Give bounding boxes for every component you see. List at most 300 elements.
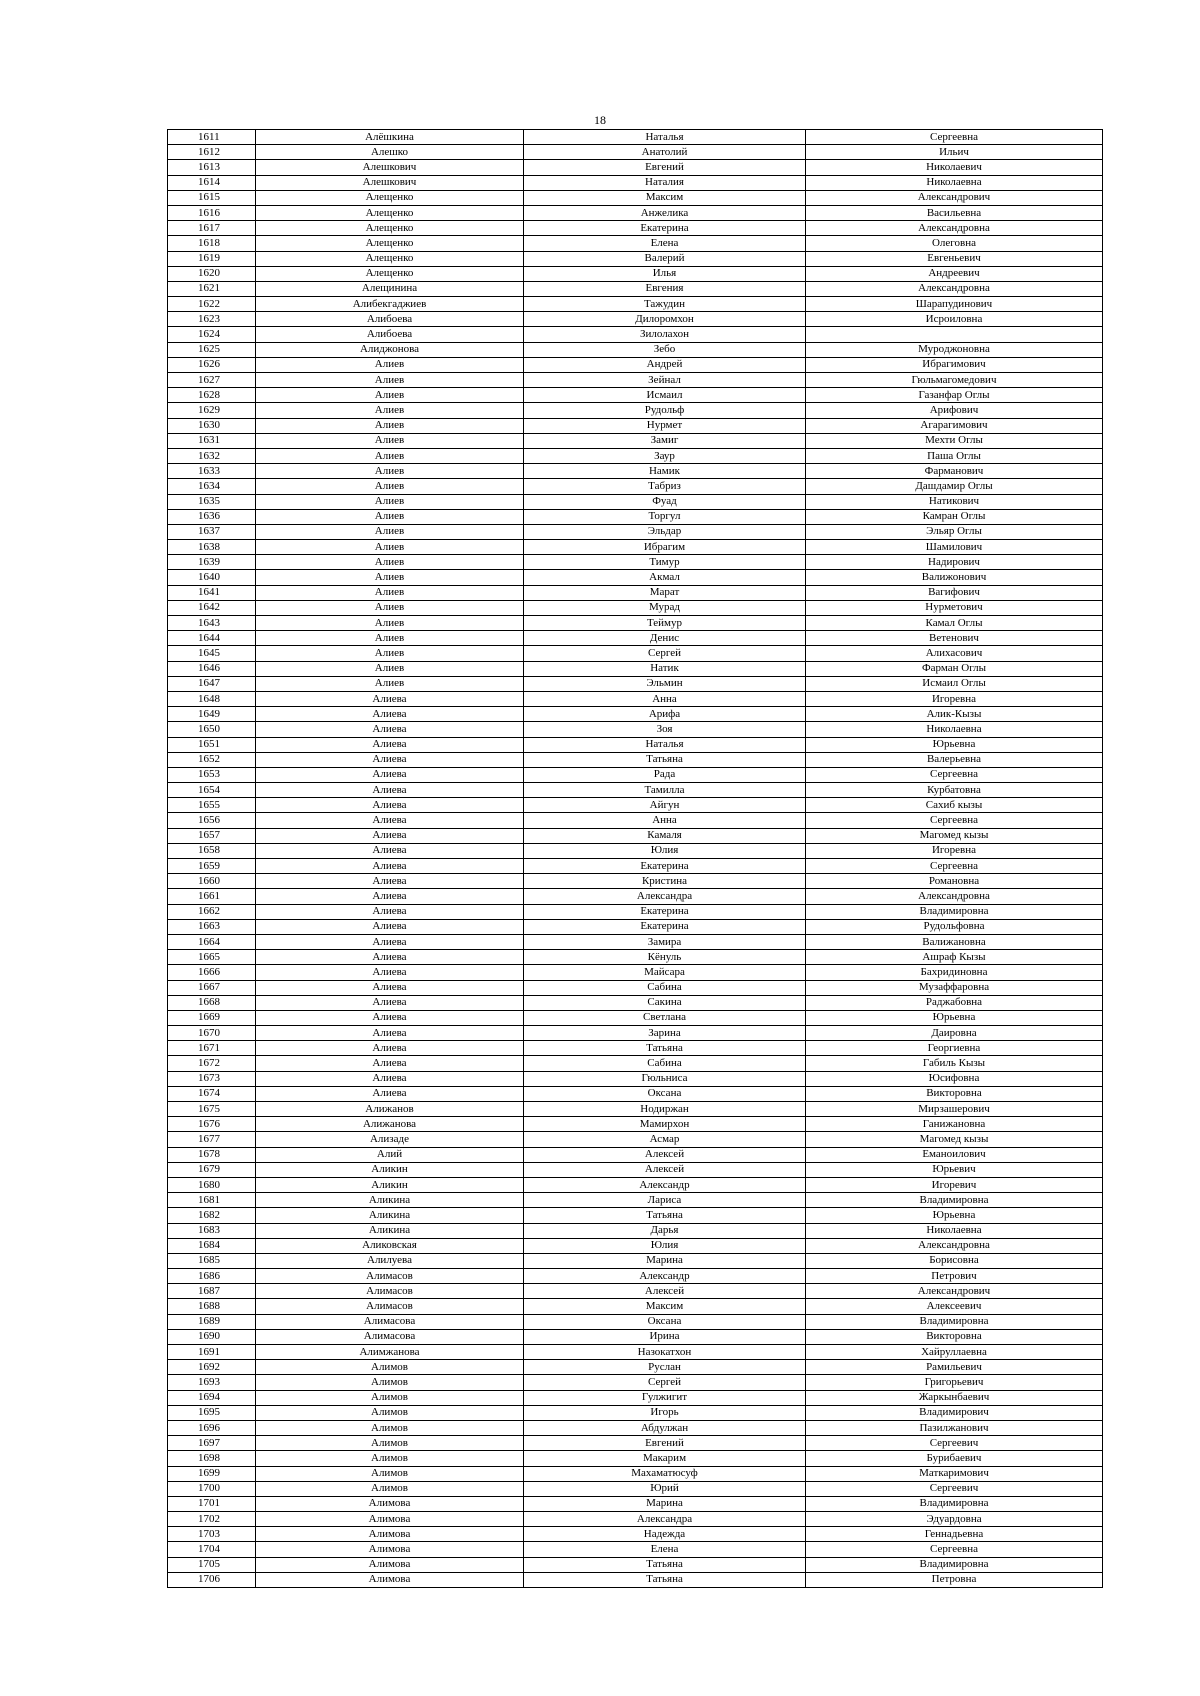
first-name-cell: Юлия [524,1238,806,1253]
patronymic-cell: Андреевич [806,266,1103,281]
row-number-cell: 1694 [168,1390,256,1405]
table-row [168,1071,1103,1086]
row-number-cell: 1685 [168,1253,256,1268]
first-name-cell: Тамилла [524,783,806,798]
table-row [168,904,1103,919]
row-number-cell: 1641 [168,585,256,600]
table-row [168,1284,1103,1299]
row-number-cell: 1640 [168,570,256,585]
row-number-cell: 1630 [168,418,256,433]
table-row [168,448,1103,463]
first-name-cell: Зарина [524,1026,806,1041]
patronymic-cell: Владимировна [806,1314,1103,1329]
table-row [168,357,1103,372]
first-name-cell: Александра [524,1512,806,1527]
first-name-cell: Сергей [524,1375,806,1390]
surname-cell: Алимов [256,1481,524,1496]
surname-cell: Алимов [256,1420,524,1435]
first-name-cell: Мамирхон [524,1117,806,1132]
patronymic-cell: Мирзашерович [806,1102,1103,1117]
surname-cell: Алиева [256,1086,524,1101]
first-name-cell: Андрей [524,357,806,372]
patronymic-cell: Фарманович [806,464,1103,479]
first-name-cell: Илья [524,266,806,281]
first-name-cell: Лариса [524,1193,806,1208]
row-number-cell: 1699 [168,1466,256,1481]
surname-cell: Алиев [256,585,524,600]
surname-cell: Алиев [256,388,524,403]
table-row [168,175,1103,190]
table-row [168,1041,1103,1056]
table-row [168,691,1103,706]
roster-body [168,130,1103,1588]
patronymic-cell: Николаевна [806,175,1103,190]
row-number-cell: 1631 [168,433,256,448]
surname-cell: Алимасов [256,1284,524,1299]
surname-cell: Алиев [256,631,524,646]
first-name-cell: Анна [524,691,806,706]
patronymic-cell: Игоревич [806,1177,1103,1192]
patronymic-cell: Валижановна [806,934,1103,949]
patronymic-cell: Гюльмагомедович [806,373,1103,388]
surname-cell: Алимасов [256,1269,524,1284]
first-name-cell: Сергей [524,646,806,661]
surname-cell: Алещинина [256,281,524,296]
first-name-cell: Рудольф [524,403,806,418]
patronymic-cell: Ильич [806,145,1103,160]
patronymic-cell: Жаркынбаевич [806,1390,1103,1405]
row-number-cell: 1678 [168,1147,256,1162]
row-number-cell: 1648 [168,691,256,706]
patronymic-cell: Владимировна [806,1496,1103,1511]
patronymic-cell: Геннадьевна [806,1527,1103,1542]
row-number-cell: 1635 [168,494,256,509]
first-name-cell: Наталия [524,175,806,190]
table-row [168,783,1103,798]
row-number-cell: 1690 [168,1329,256,1344]
table-row [168,1314,1103,1329]
first-name-cell: Юрий [524,1481,806,1496]
first-name-cell: Марат [524,585,806,600]
patronymic-cell: Владимировна [806,1557,1103,1572]
row-number-cell: 1647 [168,676,256,691]
patronymic-cell: Сергеевна [806,859,1103,874]
row-number-cell: 1620 [168,266,256,281]
table-row [168,281,1103,296]
row-number-cell: 1681 [168,1193,256,1208]
surname-cell: Алимова [256,1572,524,1587]
patronymic-cell: Юрьевна [806,737,1103,752]
row-number-cell: 1632 [168,448,256,463]
row-number-cell: 1623 [168,312,256,327]
patronymic-cell: Магомед кызы [806,1132,1103,1147]
patronymic-cell: Сергеевна [806,1542,1103,1557]
first-name-cell: Евгений [524,1436,806,1451]
surname-cell: Алижанова [256,1117,524,1132]
first-name-cell: Махаматюсуф [524,1466,806,1481]
table-row [168,859,1103,874]
row-number-cell: 1651 [168,737,256,752]
patronymic-cell: Олеговна [806,236,1103,251]
table-row [168,600,1103,615]
row-number-cell: 1701 [168,1496,256,1511]
table-row [168,1481,1103,1496]
patronymic-cell: Ибрагимович [806,357,1103,372]
table-row [168,828,1103,843]
surname-cell: Алиева [256,1056,524,1071]
surname-cell: Алимасова [256,1329,524,1344]
row-number-cell: 1692 [168,1360,256,1375]
row-number-cell: 1619 [168,251,256,266]
roster-table [167,129,1103,1588]
first-name-cell: Анжелика [524,205,806,220]
table-row [168,950,1103,965]
row-number-cell: 1700 [168,1481,256,1496]
patronymic-cell: Рамильевич [806,1360,1103,1375]
patronymic-cell: Сергеевна [806,130,1103,145]
patronymic-cell: Сергеевна [806,813,1103,828]
first-name-cell: Гюльниса [524,1071,806,1086]
row-number-cell: 1698 [168,1451,256,1466]
patronymic-cell: Эдуардовна [806,1512,1103,1527]
patronymic-cell: Юсифовна [806,1071,1103,1086]
row-number-cell: 1674 [168,1086,256,1101]
surname-cell: Алиев [256,540,524,555]
row-number-cell: 1669 [168,1010,256,1025]
patronymic-cell: Алихасович [806,646,1103,661]
surname-cell: Алиев [256,524,524,539]
table-row [168,1269,1103,1284]
surname-cell: Алещенко [256,221,524,236]
first-name-cell: Эльмин [524,676,806,691]
surname-cell: Алещенко [256,190,524,205]
patronymic-cell: Алик-Кызы [806,707,1103,722]
surname-cell: Аликина [256,1223,524,1238]
surname-cell: Алиева [256,950,524,965]
patronymic-cell: Юрьевич [806,1162,1103,1177]
row-number-cell: 1677 [168,1132,256,1147]
table-row [168,1527,1103,1542]
surname-cell: Алиева [256,919,524,934]
first-name-cell: Максим [524,1299,806,1314]
row-number-cell: 1659 [168,859,256,874]
table-row [168,1132,1103,1147]
surname-cell: Алиева [256,889,524,904]
table-row [168,631,1103,646]
row-number-cell: 1639 [168,555,256,570]
surname-cell: Алиджонова [256,342,524,357]
row-number-cell: 1671 [168,1041,256,1056]
table-row [168,1420,1103,1435]
patronymic-cell: Владимировна [806,1193,1103,1208]
table-row [168,1360,1103,1375]
surname-cell: Алижанов [256,1102,524,1117]
first-name-cell: Юлия [524,843,806,858]
row-number-cell: 1665 [168,950,256,965]
row-number-cell: 1624 [168,327,256,342]
first-name-cell: Татьяна [524,1041,806,1056]
first-name-cell: Зилолахон [524,327,806,342]
first-name-cell: Ибрагим [524,540,806,555]
surname-cell: Алиев [256,448,524,463]
surname-cell: Аликина [256,1193,524,1208]
first-name-cell: Наталья [524,737,806,752]
first-name-cell: Нурмет [524,418,806,433]
first-name-cell: Теймур [524,616,806,631]
table-row [168,236,1103,251]
row-number-cell: 1675 [168,1102,256,1117]
table-row [168,1390,1103,1405]
patronymic-cell: Агарагимович [806,418,1103,433]
row-number-cell: 1649 [168,707,256,722]
table-row [168,1542,1103,1557]
patronymic-cell: Мурoджоновна [806,342,1103,357]
row-number-cell: 1673 [168,1071,256,1086]
patronymic-cell: Ганижановна [806,1117,1103,1132]
surname-cell: Алещенко [256,236,524,251]
patronymic-cell: Петровна [806,1572,1103,1587]
first-name-cell: Гулжигит [524,1390,806,1405]
table-row [168,297,1103,312]
table-row [168,661,1103,676]
row-number-cell: 1652 [168,752,256,767]
surname-cell: Алиев [256,479,524,494]
surname-cell: Алий [256,1147,524,1162]
table-row [168,722,1103,737]
table-row [168,1102,1103,1117]
surname-cell: Алиев [256,433,524,448]
patronymic-cell: Бахридиновна [806,965,1103,980]
surname-cell: Алиев [256,464,524,479]
surname-cell: Алимова [256,1496,524,1511]
patronymic-cell: Пазилжанович [806,1420,1103,1435]
surname-cell: Алиев [256,494,524,509]
table-row [168,1238,1103,1253]
patronymic-cell: Камран Оглы [806,509,1103,524]
patronymic-cell: Александровна [806,221,1103,236]
first-name-cell: Зейнал [524,373,806,388]
table-row [168,388,1103,403]
patronymic-cell: Александровна [806,281,1103,296]
row-number-cell: 1656 [168,813,256,828]
row-number-cell: 1658 [168,843,256,858]
surname-cell: Алиева [256,980,524,995]
first-name-cell: Екатерина [524,904,806,919]
surname-cell: Алибоева [256,327,524,342]
patronymic-cell: Николаевич [806,160,1103,175]
first-name-cell: Дилоромхон [524,312,806,327]
surname-cell: Алещенко [256,266,524,281]
table-row [168,540,1103,555]
first-name-cell: Кристина [524,874,806,889]
table-row [168,327,1103,342]
table-row [168,266,1103,281]
surname-cell: Алиева [256,767,524,782]
row-number-cell: 1621 [168,281,256,296]
first-name-cell: Сабина [524,1056,806,1071]
row-number-cell: 1626 [168,357,256,372]
first-name-cell: Заур [524,448,806,463]
patronymic-cell: Игоревна [806,843,1103,858]
row-number-cell: 1670 [168,1026,256,1041]
row-number-cell: 1668 [168,995,256,1010]
patronymic-cell: Натикович [806,494,1103,509]
table-row [168,1056,1103,1071]
table-row [168,1496,1103,1511]
first-name-cell: Зоя [524,722,806,737]
row-number-cell: 1688 [168,1299,256,1314]
first-name-cell: Елена [524,1542,806,1557]
first-name-cell: Табриз [524,479,806,494]
surname-cell: Алиева [256,874,524,889]
patronymic-cell: Нурметович [806,600,1103,615]
table-row [168,251,1103,266]
first-name-cell: Исмаил [524,388,806,403]
table-row [168,130,1103,145]
patronymic-cell: Паша Оглы [806,448,1103,463]
first-name-cell: Оксана [524,1086,806,1101]
first-name-cell: Сабина [524,980,806,995]
table-row [168,676,1103,691]
row-number-cell: 1666 [168,965,256,980]
surname-cell: Алиев [256,616,524,631]
row-number-cell: 1691 [168,1345,256,1360]
row-number-cell: 1615 [168,190,256,205]
patronymic-cell: Георгиевна [806,1041,1103,1056]
surname-cell: Алиева [256,722,524,737]
table-row [168,342,1103,357]
first-name-cell: Максим [524,190,806,205]
patronymic-cell: Рудольфовна [806,919,1103,934]
row-number-cell: 1655 [168,798,256,813]
surname-cell: Алиев [256,555,524,570]
patronymic-cell: Раджабовна [806,995,1103,1010]
surname-cell: Алимова [256,1512,524,1527]
patronymic-cell: Ветенович [806,631,1103,646]
patronymic-cell: Вагифович [806,585,1103,600]
table-row [168,418,1103,433]
row-number-cell: 1645 [168,646,256,661]
table-row [168,1162,1103,1177]
row-number-cell: 1638 [168,540,256,555]
first-name-cell: Надежда [524,1527,806,1542]
first-name-cell: Тимур [524,555,806,570]
table-row [168,1223,1103,1238]
patronymic-cell: Сергеевич [806,1481,1103,1496]
first-name-cell: Алексей [524,1284,806,1299]
row-number-cell: 1704 [168,1542,256,1557]
table-row [168,494,1103,509]
patronymic-cell: Музаффаровна [806,980,1103,995]
first-name-cell: Екатерина [524,859,806,874]
first-name-cell: Валерий [524,251,806,266]
row-number-cell: 1662 [168,904,256,919]
surname-cell: Алиев [256,676,524,691]
first-name-cell: Александр [524,1269,806,1284]
first-name-cell: Кёнуль [524,950,806,965]
first-name-cell: Екатерина [524,221,806,236]
table-row [168,1208,1103,1223]
row-number-cell: 1686 [168,1269,256,1284]
surname-cell: Алиева [256,707,524,722]
row-number-cell: 1683 [168,1223,256,1238]
patronymic-cell: Владимировна [806,904,1103,919]
row-number-cell: 1646 [168,661,256,676]
row-number-cell: 1661 [168,889,256,904]
row-number-cell: 1629 [168,403,256,418]
row-number-cell: 1657 [168,828,256,843]
surname-cell: Алиева [256,859,524,874]
first-name-cell: Анна [524,813,806,828]
patronymic-cell: Исмаил Оглы [806,676,1103,691]
patronymic-cell: Николаевна [806,722,1103,737]
patronymic-cell: Юрьевна [806,1010,1103,1025]
patronymic-cell: Маткаримович [806,1466,1103,1481]
surname-cell: Алиева [256,752,524,767]
patronymic-cell: Эльяр Оглы [806,524,1103,539]
surname-cell: Алиева [256,1010,524,1025]
table-row [168,616,1103,631]
first-name-cell: Татьяна [524,1572,806,1587]
table-row [168,1253,1103,1268]
row-number-cell: 1706 [168,1572,256,1587]
surname-cell: Алиева [256,813,524,828]
surname-cell: Алиева [256,1071,524,1086]
patronymic-cell: Петрович [806,1269,1103,1284]
row-number-cell: 1650 [168,722,256,737]
table-row [168,145,1103,160]
first-name-cell: Тажудин [524,297,806,312]
row-number-cell: 1696 [168,1420,256,1435]
patronymic-cell: Бурибаевич [806,1451,1103,1466]
table-row [168,464,1103,479]
row-number-cell: 1633 [168,464,256,479]
row-number-cell: 1627 [168,373,256,388]
table-row [168,1026,1103,1041]
surname-cell: Алиева [256,691,524,706]
table-row [168,373,1103,388]
surname-cell: Алиева [256,737,524,752]
first-name-cell: Татьяна [524,1557,806,1572]
patronymic-cell: Хайруллаевна [806,1345,1103,1360]
first-name-cell: Дарья [524,1223,806,1238]
table-row [168,1512,1103,1527]
row-number-cell: 1689 [168,1314,256,1329]
table-row [168,1193,1103,1208]
surname-cell: Алимов [256,1360,524,1375]
row-number-cell: 1702 [168,1512,256,1527]
patronymic-cell: Викторовна [806,1329,1103,1344]
table-row [168,1436,1103,1451]
table-row [168,813,1103,828]
first-name-cell: Зебо [524,342,806,357]
patronymic-cell: Романовна [806,874,1103,889]
surname-cell: Алибекгаджиев [256,297,524,312]
first-name-cell: Александр [524,1177,806,1192]
surname-cell: Аликин [256,1177,524,1192]
first-name-cell: Алексей [524,1162,806,1177]
table-row [168,479,1103,494]
patronymic-cell: Викторовна [806,1086,1103,1101]
table-row [168,1572,1103,1587]
surname-cell: Алимов [256,1405,524,1420]
row-number-cell: 1613 [168,160,256,175]
surname-cell: Алешкович [256,160,524,175]
first-name-cell: Айгун [524,798,806,813]
first-name-cell: Асмар [524,1132,806,1147]
row-number-cell: 1625 [168,342,256,357]
row-number-cell: 1660 [168,874,256,889]
